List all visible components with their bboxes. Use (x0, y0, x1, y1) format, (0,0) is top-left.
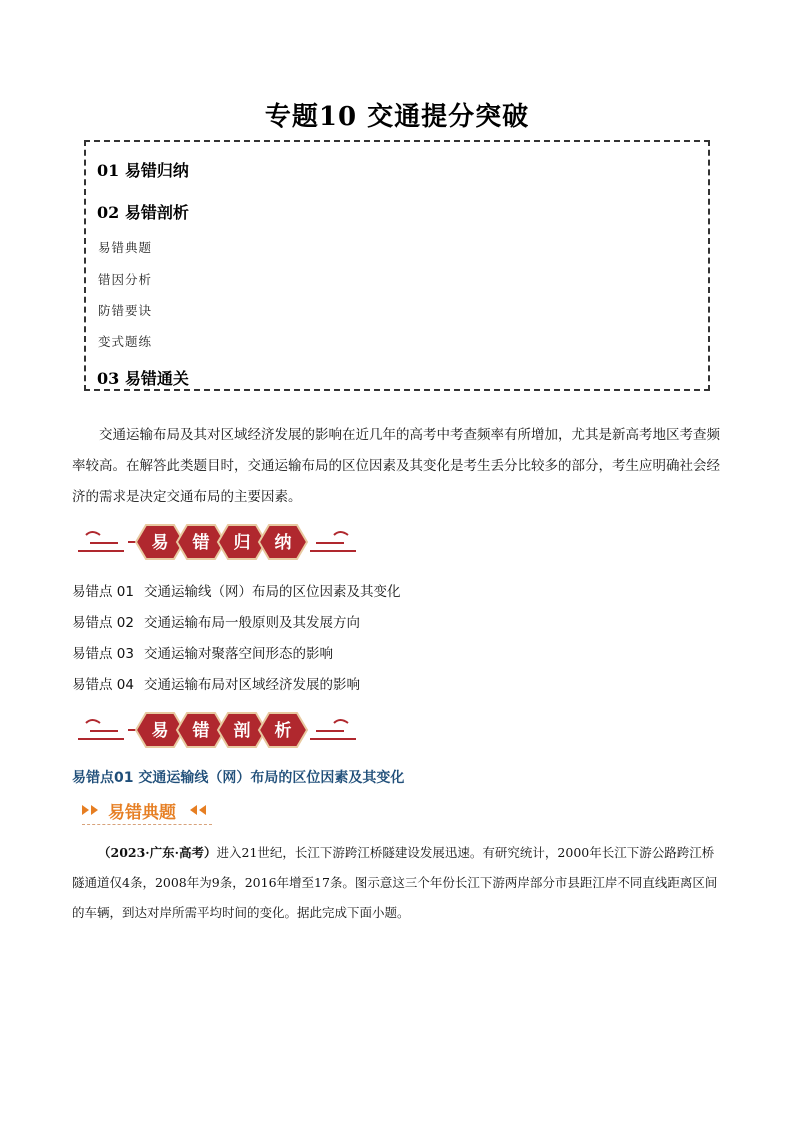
section-banner-analysis (72, 705, 362, 755)
error-point-item (72, 611, 360, 631)
tag-label: 易错典题 (108, 803, 176, 823)
page-title: 专题10 交通提分突破 (264, 102, 530, 132)
error-point-text: 交通运输布局对区域经济发展的影响 (143, 677, 360, 693)
question-paragraph (72, 838, 722, 928)
intro-paragraph: 交通运输布局及其对区域经济发展的影响在近几年的高考中考查频率有所增加，尤其是新高考地区考查频率较高。在解答此类题目时，交通运输布局的区位因素及其变化是考生丢分比较多的部分，考生应明确社会经济的需求是决定交通布局的主要因素。 (72, 427, 720, 505)
banner-char: 归 (233, 533, 251, 553)
banner-char: 析 (274, 721, 292, 741)
double-arrow-right-icon (82, 803, 104, 817)
toc-heading-2: 02 易错剖析 (97, 203, 189, 222)
banner-char: 错 (192, 533, 210, 553)
error-point-text: 交通运输布局一般原则及其发展方向 (143, 615, 360, 631)
error-point-item (72, 673, 360, 693)
banner-char: 易 (151, 533, 169, 553)
banner-char: 纳 (274, 533, 292, 553)
error-point-text: 交通运输线（网）布局的区位因素及其变化 (143, 584, 401, 600)
question-source: （2023·广东·高考） (98, 845, 217, 860)
double-arrow-left-icon (190, 803, 212, 817)
table-of-contents (84, 140, 710, 391)
error-point-subheading: 易错点01 交通运输线（网）布局的区位因素及其变化 (72, 770, 405, 786)
error-point-number: 易错点 01 (72, 584, 134, 600)
toc-heading-3: 03 易错通关 (97, 369, 189, 388)
question-body: 进入21世纪，长江下游跨江桥隧建设发展迅速。有研究统计，2000年长江下游公路跨江桥隧通道仅4条，2008年为9条，2016年增至17条。图示意这三个年份长江下游两岸部分市县距江岸不同直线距离区间的车辆，到达对岸所需平均时间的变化。据此完成下面小题。 (72, 845, 718, 920)
error-point-number: 易错点 02 (72, 615, 134, 631)
section-banner-summary (72, 517, 362, 567)
error-point-item (72, 580, 400, 600)
banner-char: 剖 (233, 721, 251, 741)
banner-char: 易 (151, 721, 169, 741)
error-point-number: 易错点 03 (72, 646, 134, 662)
toc-sub-item: 错因分析 (98, 272, 153, 287)
error-point-text: 交通运输对聚落空间形态的影响 (143, 646, 333, 662)
banner-char: 错 (192, 721, 210, 741)
error-point-item (72, 642, 333, 662)
toc-sub-item: 易错典题 (98, 240, 153, 255)
toc-sub-item: 变式题练 (98, 334, 153, 349)
error-point-number: 易错点 04 (72, 677, 134, 693)
typical-question-tag (82, 796, 212, 825)
toc-heading-1: 01 易错归纳 (97, 161, 189, 180)
toc-sub-item: 防错要诀 (98, 303, 153, 318)
